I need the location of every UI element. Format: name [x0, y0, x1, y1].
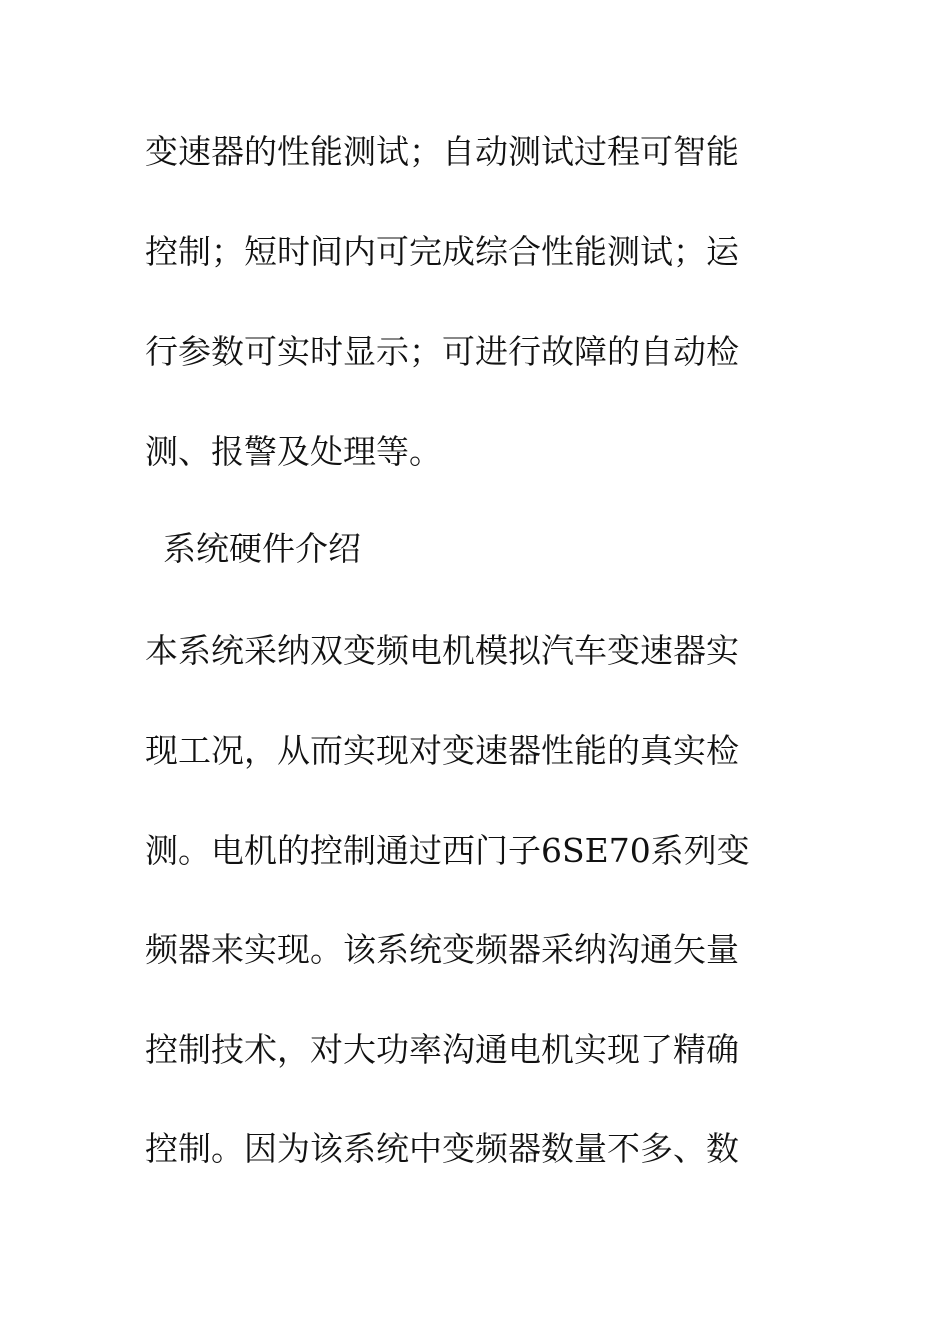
paragraph-line-3: 行参数可实时显示；可进行故障的自动检: [145, 332, 739, 371]
paragraph-line-10: 控制。因为该系统中变频器数量不多、数: [145, 1129, 739, 1168]
paragraph-line-1: 变速器的性能测试；自动测试过程可智能: [145, 132, 739, 171]
section-heading: 系统硬件介绍: [163, 529, 361, 568]
paragraph-line-4: 测、报警及处理等。: [145, 432, 442, 471]
paragraph-line-2: 控制；短时间内可完成综合性能测试；运: [145, 232, 739, 271]
paragraph-line-5: 本系统采纳双变频电机模拟汽车变速器实: [145, 631, 739, 670]
paragraph-line-7: 测。电机的控制通过西门子6SE70系列变: [145, 831, 750, 870]
paragraph-line-9: 控制技术，对大功率沟通电机实现了精确: [145, 1030, 739, 1069]
paragraph-line-8: 频器来实现。该系统变频器采纳沟通矢量: [145, 930, 739, 969]
paragraph-line-6: 现工况，从而实现对变速器性能的真实检: [145, 731, 739, 770]
